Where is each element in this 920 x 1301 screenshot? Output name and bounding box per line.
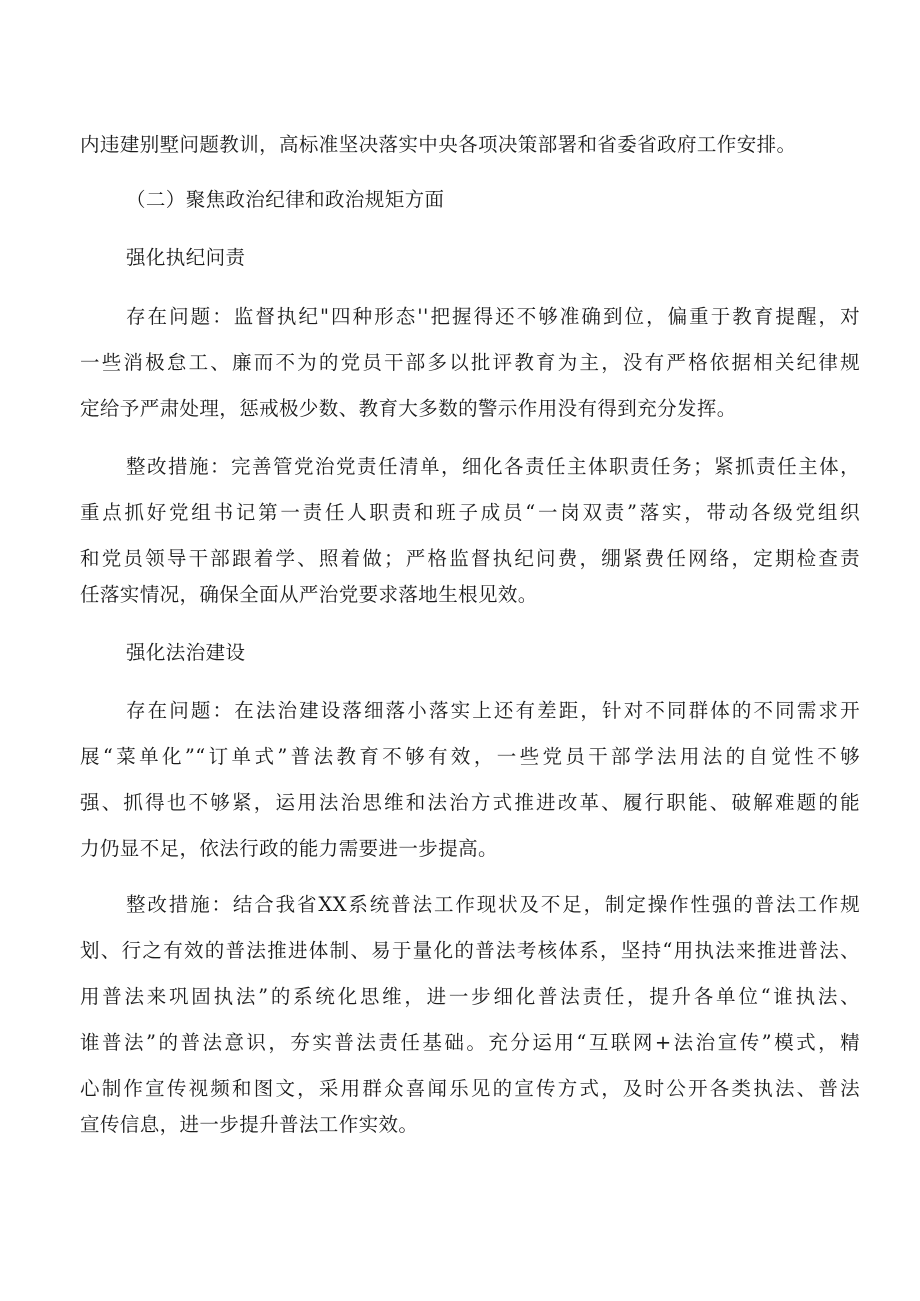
subsection-title-discipline: 强化执纪问责: [126, 246, 246, 269]
sub2-measure-line: 宣传信息，进一步提升普法工作实效。: [80, 1113, 419, 1136]
sub1-measure-line: 任落实情况，确保全面从严治党要求落地生根见效。: [80, 583, 538, 606]
sub2-measure-line: 整改措施：结合我省XX系统普法工作现状及不足，制定操作性强的普法工作规: [126, 893, 860, 916]
sub2-problem-line: 力仍显不足，依法行政的能力需要进一步提高。: [80, 837, 498, 860]
sub2-problem-line: 存在问题：在法治建设落细落小落实上还有差距，针对不同群体的不同需求开: [126, 699, 860, 722]
section-heading: （二）聚焦政治纪律和政治规矩方面: [126, 188, 445, 211]
sub2-measure-line: 用普法来巩固执法”的系统化思维，进一步细化普法责任，提升各单位“谁执法、: [80, 985, 860, 1008]
sub1-problem-line: 存在问题：监督执纪"四种形态''把握得还不够准确到位，偏重于教育提醒，对: [126, 305, 860, 328]
sub1-problem-line: 一些消极怠工、廉而不为的党员干部多以批评教育为主，没有严格依据相关纪律规: [80, 351, 860, 374]
sub2-measure-line: 谁普法”的普法意识，夯实普法责任基础。充分运用“互联网+法治宣传”模式，精: [80, 1031, 860, 1054]
sub2-measure-line: 心制作宣传视频和图文，采用群众喜闻乐见的宣传方式，及时公开各类执法、普法: [80, 1077, 860, 1100]
sub2-problem-line: 强、抓得也不够紧，运用法治思维和法治方式推进改革、履行职能、破解难题的能: [80, 791, 860, 814]
sub1-problem-line: 定给予严肃处理，惩戒极少数、教育大多数的警示作用没有得到充分发挥。: [80, 397, 737, 420]
sub2-measure-line: 划、行之有效的普法推进体制、易于量化的普法考核体系，坚持“用执法来推进普法、: [80, 939, 860, 962]
sub1-measure-line: 整改措施：完善管党治党责任清单，细化各责任主体职责任务；紧抓责任主体，: [126, 455, 860, 478]
subsection-title-rule-of-law: 强化法治建设: [126, 641, 246, 664]
sub1-measure-line: 重点抓好党组书记第一责任人职责和班子成员“一岗双责”落实，带动各级党组织: [80, 501, 860, 524]
sub1-measure-line: 和党员领导干部跟着学、照着做；严格监督执纪问费，绷紧费任网络，定期检查责: [80, 547, 860, 570]
intro-tail-paragraph: 内违建别墅问题教训，高标准坚决落实中央各项决策部署和省委省政府工作安排。: [80, 133, 797, 156]
sub2-problem-line: 展“菜单化”“订单式”普法教育不够有效，一些党员干部学法用法的自觉性不够: [80, 745, 860, 768]
